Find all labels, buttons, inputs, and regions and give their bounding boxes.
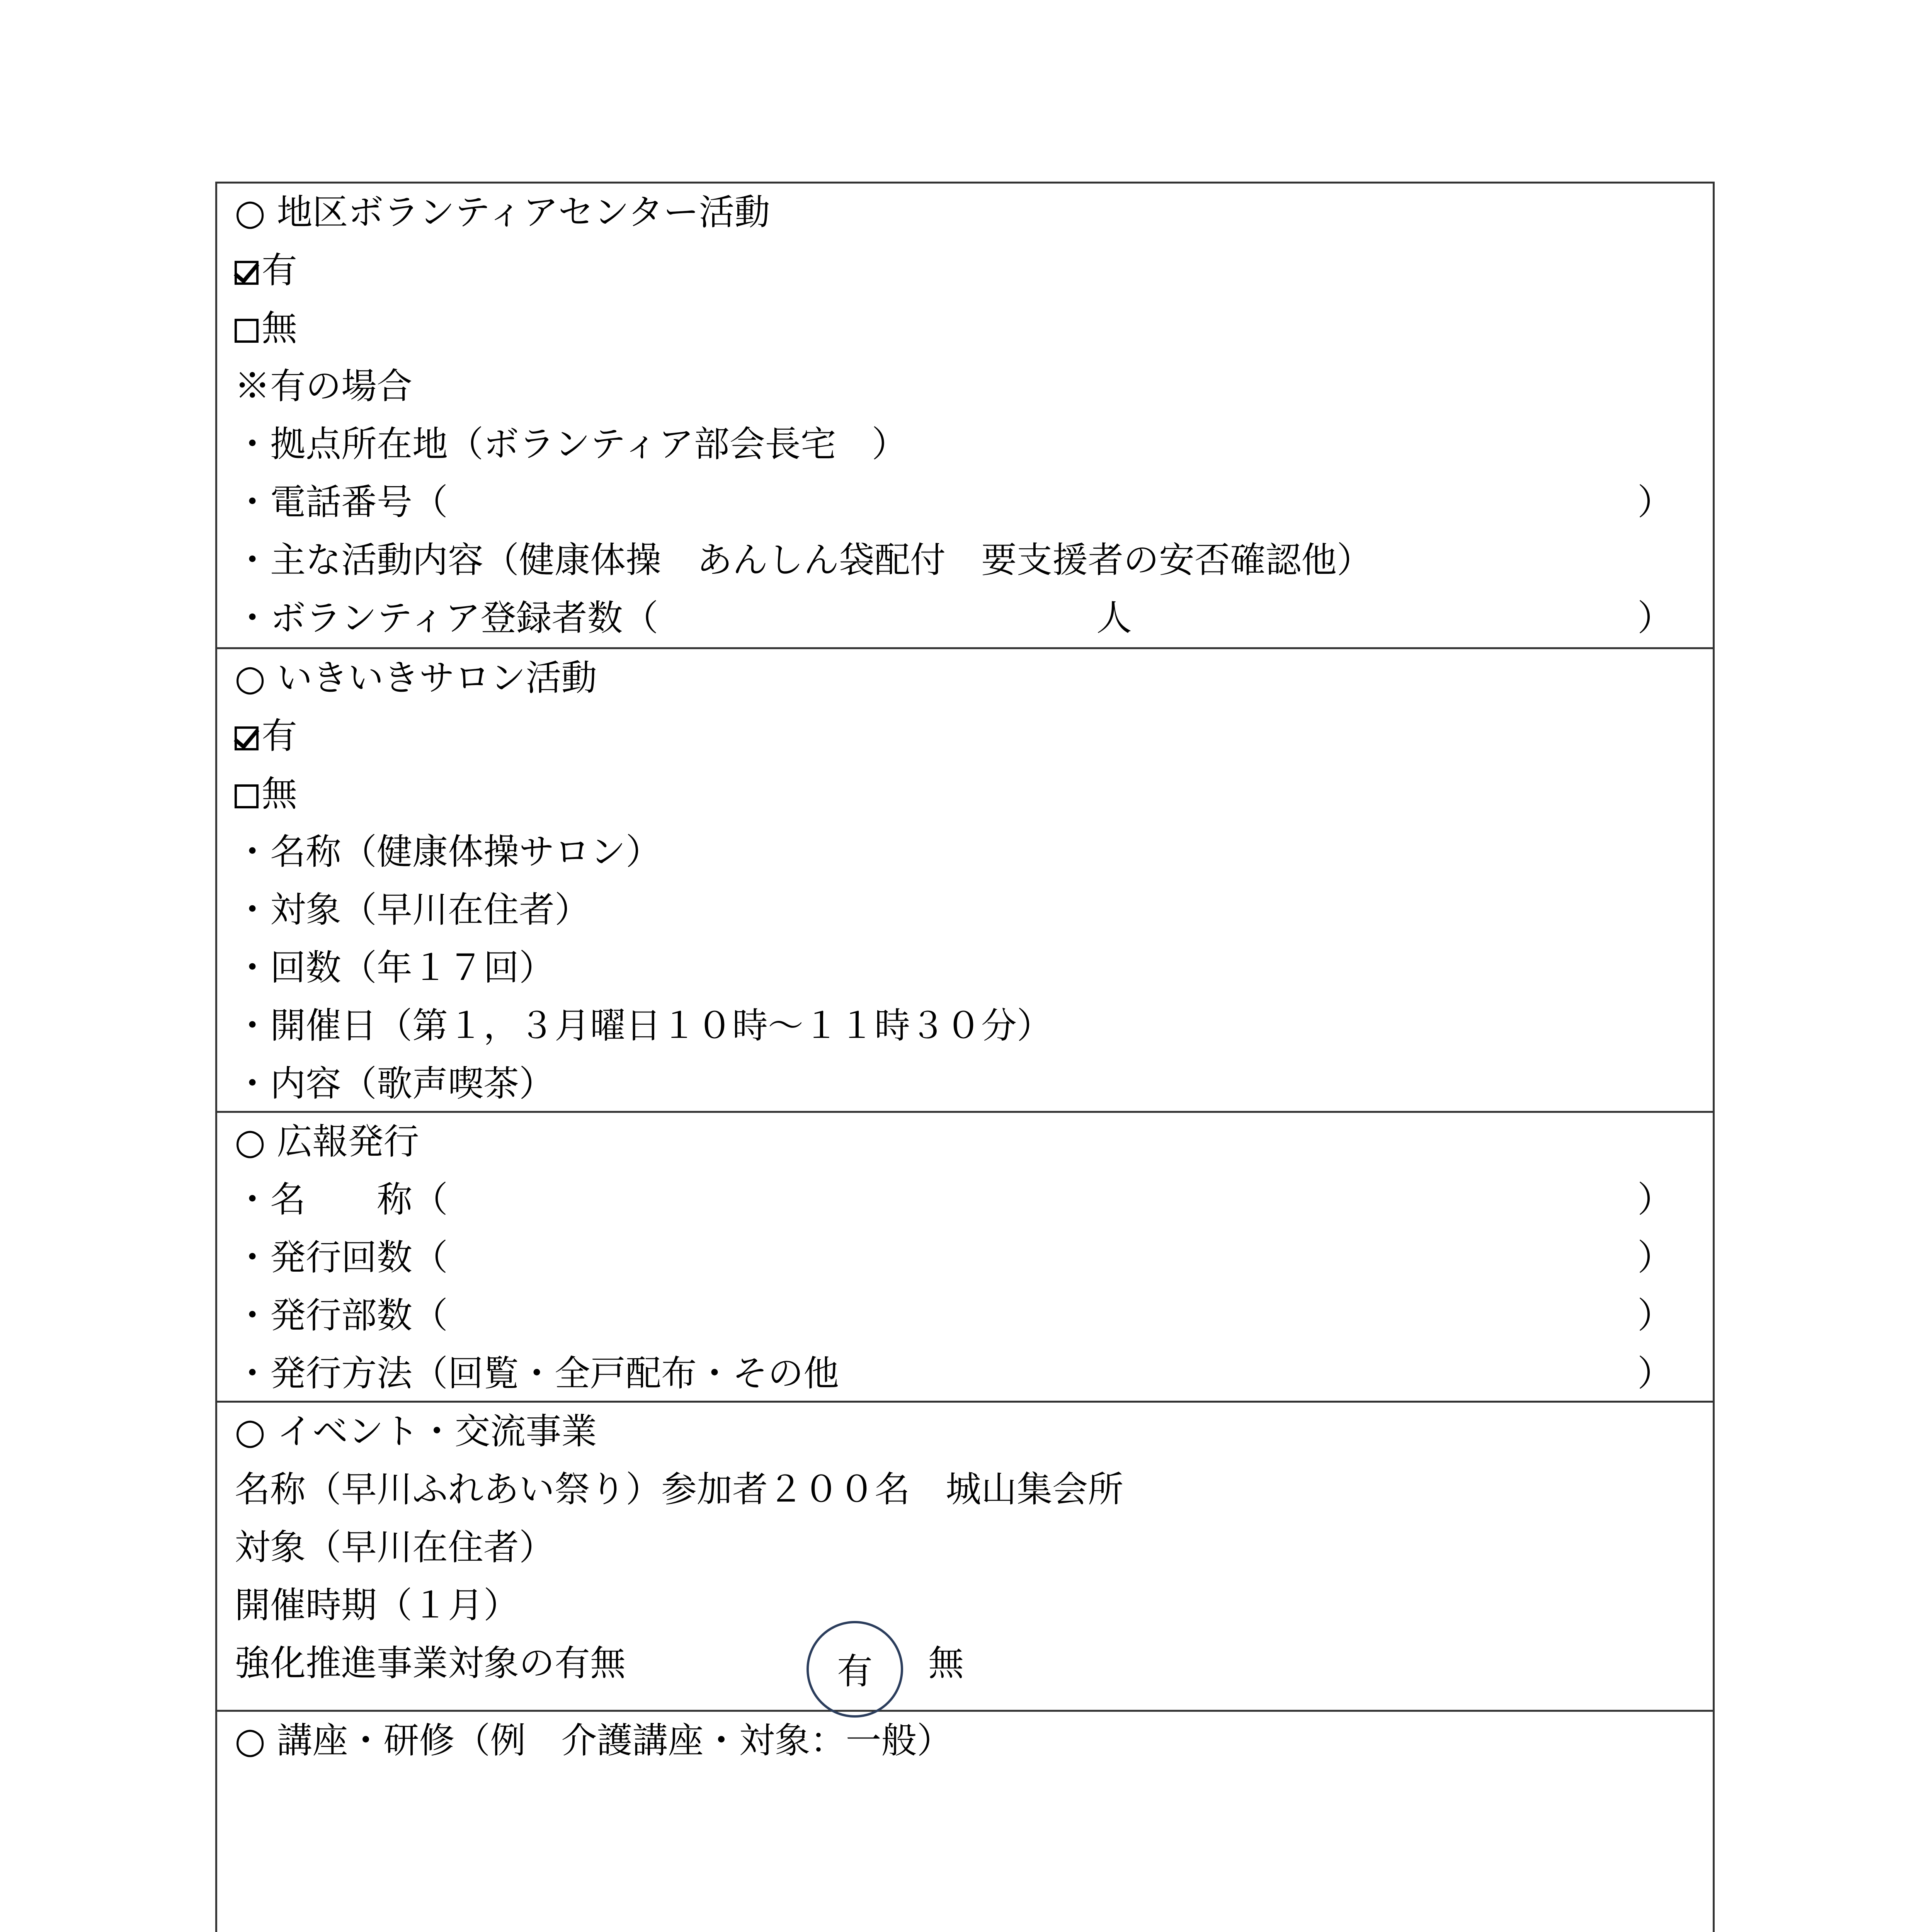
option-yes[interactable]: [235, 707, 1713, 765]
publicity-name-field: [235, 1171, 1713, 1229]
section-salon: [217, 649, 1713, 1113]
section-title: ○ 広報発行: [235, 1121, 419, 1162]
main-activities-field: ・主な活動内容（健康体操 あんしん袋配付 要支援者の安否確認他）: [235, 539, 1373, 581]
section-courses: [217, 1712, 1713, 1932]
event-period: 開催時期（１月）: [235, 1585, 519, 1626]
base-location-field: ・拠点所在地（ボランティア部会長宅 ）: [235, 423, 907, 465]
option-yes[interactable]: [235, 242, 1713, 299]
close-paren: ）: [1637, 1179, 1673, 1220]
option-no-label: 無: [262, 308, 298, 349]
salon-target: ・対象（早川在住者）: [235, 889, 590, 930]
priority-row: [235, 1634, 1713, 1692]
section-event: [217, 1403, 1713, 1712]
activity-form: [215, 182, 1715, 1932]
publicity-name-label: ・名 称（: [235, 1179, 448, 1220]
priority-label: 強化推進事業対象の有無: [235, 1643, 626, 1684]
close-paren: ）: [1637, 1353, 1673, 1394]
event-name: 名称（早川ふれあい祭り）参加者２００名 城山集会所: [235, 1469, 1124, 1510]
phone-close: ）: [1637, 481, 1673, 523]
option-yes-label: 有: [262, 715, 298, 757]
registered-count-field: [235, 589, 1713, 647]
option-no[interactable]: [235, 765, 1713, 823]
checkbox-empty-icon[interactable]: [235, 319, 259, 343]
salon-dates: ・開催日（第１，３月曜日１０時～１１時３０分）: [235, 1005, 1053, 1046]
publicity-copies-field: [235, 1287, 1713, 1345]
phone-field: [235, 473, 1713, 531]
priority-option-no[interactable]: 無: [928, 1643, 964, 1684]
section-title: ○ 講座・研修（例 介護講座・対象：一般）: [235, 1720, 953, 1761]
event-target: 対象（早川在住者）: [235, 1527, 555, 1568]
section-title: ○ いきいきサロン活動: [235, 657, 597, 699]
section-volunteer-center: [217, 184, 1713, 649]
option-no-label: 無: [262, 773, 298, 815]
checkbox-empty-icon[interactable]: [235, 784, 259, 808]
salon-count: ・回数（年１７回）: [235, 947, 555, 988]
if-yes-note: ※有の場合: [235, 366, 413, 407]
registered-unit: 人: [1096, 597, 1132, 639]
checkbox-checked-icon[interactable]: [235, 726, 259, 750]
publicity-issues-field: [235, 1229, 1713, 1287]
registered-label: ・ボランティア登録者数（: [235, 597, 659, 639]
section-title: ○ イベント・交流事業: [235, 1411, 597, 1452]
salon-name: ・名称（健康体操サロン）: [235, 831, 662, 872]
option-yes-label: 有: [262, 250, 298, 291]
priority-option-yes-circled[interactable]: 有: [807, 1621, 903, 1718]
publicity-method-label: ・発行方法（回覧・全戸配布・その他: [235, 1353, 839, 1394]
option-no[interactable]: [235, 299, 1713, 357]
close-paren: ）: [1637, 1295, 1673, 1336]
registered-close: ）: [1637, 597, 1673, 639]
checkbox-checked-icon[interactable]: [235, 261, 259, 285]
publicity-copies-label: ・発行部数（: [235, 1295, 448, 1336]
publicity-method-field: [235, 1345, 1713, 1403]
section-title: ○ 地区ボランティアセンター活動: [235, 192, 770, 233]
salon-content: ・内容（歌声喫茶）: [235, 1063, 555, 1104]
phone-label: ・電話番号（: [235, 481, 448, 523]
publicity-issues-label: ・発行回数（: [235, 1237, 448, 1278]
close-paren: ）: [1637, 1237, 1673, 1278]
section-publicity: [217, 1113, 1713, 1403]
